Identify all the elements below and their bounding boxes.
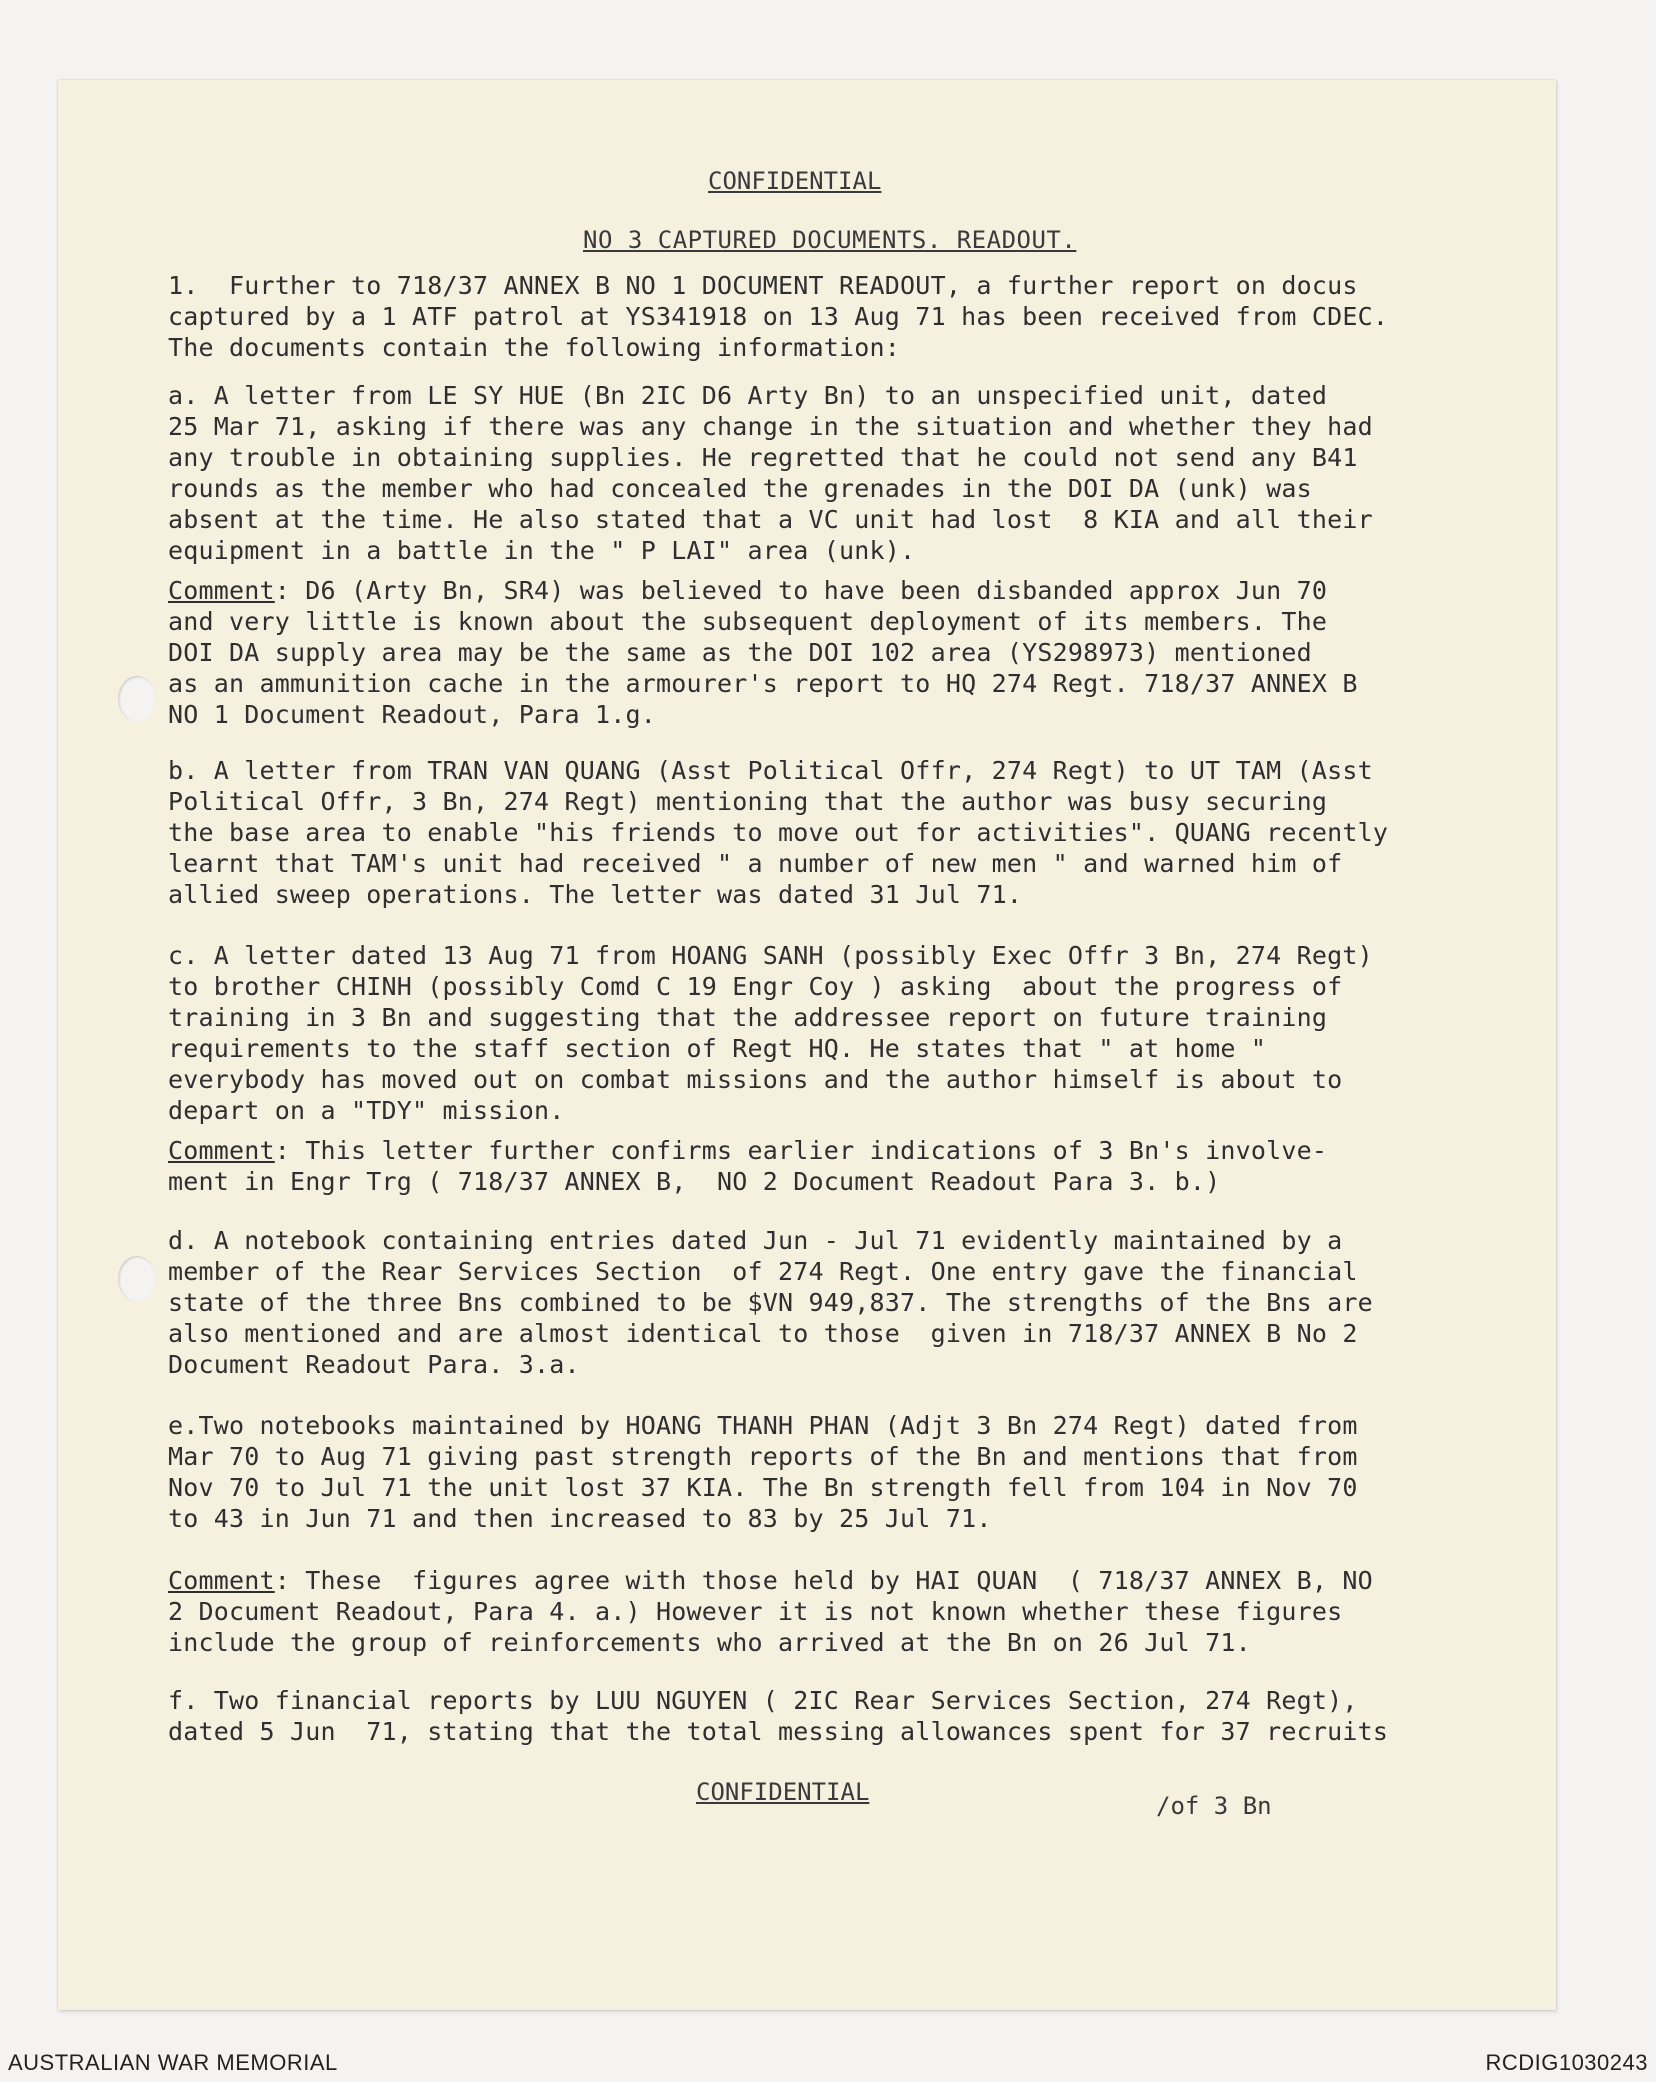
text-line: 1. Further to 718/37 ANNEX B NO 1 DOCUMENT READOUT, a further report on docus — [168, 271, 1358, 300]
text-line: captured by a 1 ATF patrol at YS341918 on 13 Aug 71 has been received from CDEC. — [168, 302, 1389, 331]
punch-hole-lower — [118, 1256, 156, 1302]
paragraph-a — [168, 380, 1373, 566]
text-line: to brother CHINH (possibly Comd C 19 Engr Coy ) asking about the progress of — [168, 972, 1343, 1001]
text-line: also mentioned and are almost identical to those given in 718/37 ANNEX B No 2 — [168, 1319, 1358, 1348]
text-line: b. A letter from TRAN VAN QUANG (Asst Political Offr, 274 Regt) to UT TAM (Asst — [168, 756, 1373, 785]
text-line: absent at the time. He also stated that a VC unit had lost 8 KIA and all their — [168, 505, 1373, 534]
comment-1 — [168, 575, 1358, 730]
text-line: requirements to the staff section of Regt HQ. He states that " at home " — [168, 1034, 1267, 1063]
text-line: f. Two financial reports by LUU NGUYEN ( 2IC Rear Services Section, 274 Regt), — [168, 1686, 1358, 1715]
comment-label: Comment — [168, 576, 275, 605]
text-line: dated 5 Jun 71, stating that the total messing allowances spent for 37 recruits — [168, 1717, 1389, 1746]
text-line: state of the three Bns combined to be $VN 949,837. The strengths of the Bns are — [168, 1288, 1373, 1317]
text-line: e.Two notebooks maintained by HOANG THANH PHAN (Adjt 3 Bn 274 Regt) dated from — [168, 1411, 1358, 1440]
text-line: c. A letter dated 13 Aug 71 from HOANG SANH (possibly Exec Offr 3 Bn, 274 Regt) — [168, 941, 1373, 970]
text-line: to 43 in Jun 71 and then increased to 83 by 25 Jul 71. — [168, 1504, 992, 1533]
text-line: allied sweep operations. The letter was dated 31 Jul 71. — [168, 880, 1023, 909]
paragraph-e — [168, 1410, 1358, 1534]
text-line: and very little is known about the subsequent deployment of its members. The — [168, 607, 1328, 636]
text-line — [168, 1565, 1373, 1596]
text-line: member of the Rear Services Section of 274 Regt. One entry gave the financial — [168, 1257, 1358, 1286]
document-title: NO 3 CAPTURED DOCUMENTS. READOUT. — [583, 226, 1077, 254]
text-line: Political Offr, 3 Bn, 274 Regt) mentioning that the author was busy securing — [168, 787, 1328, 816]
text-line: rounds as the member who had concealed the grenades in the DOI DA (unk) was — [168, 474, 1312, 503]
comment-text: : D6 (Arty Bn, SR4) was believed to have been disbanded approx Jun 70 — [274, 576, 1328, 605]
text-line — [168, 1135, 1327, 1166]
text-line: learnt that TAM's unit had received " a number of new men " and warned him of — [168, 849, 1343, 878]
text-line: as an ammunition cache in the armourer's report to HQ 274 Regt. 718/37 ANNEX B — [168, 669, 1358, 698]
text-line: DOI DA supply area may be the same as the DOI 102 area (YS298973) mentioned — [168, 638, 1312, 667]
punch-hole-upper — [118, 676, 156, 722]
text-line: NO 1 Document Readout, Para 1.g. — [168, 700, 657, 729]
text-line: d. A notebook containing entries dated Jun - Jul 71 evidently maintained by a — [168, 1226, 1343, 1255]
text-line: Mar 70 to Aug 71 giving past strength reports of the Bn and mentions that from — [168, 1442, 1358, 1471]
text-line: 2 Document Readout, Para 4. a.) However it is not known whether these figures — [168, 1597, 1343, 1626]
text-line: any trouble in obtaining supplies. He regretted that he could not send any B41 — [168, 443, 1358, 472]
comment-text: : These figures agree with those held by HAI QUAN ( 718/37 ANNEX B, NO — [274, 1566, 1373, 1595]
text-line: depart on a "TDY" mission. — [168, 1096, 565, 1125]
text-line: a. A letter from LE SY HUE (Bn 2IC D6 Arty Bn) to an unspecified unit, dated — [168, 381, 1328, 410]
comment-text: : This letter further confirms earlier indications of 3 Bn's involve- — [274, 1136, 1328, 1165]
paragraph-f — [168, 1685, 1388, 1747]
text-line: ment in Engr Trg ( 718/37 ANNEX B, NO 2 Document Readout Para 3. b.) — [168, 1167, 1221, 1196]
paragraph-1 — [168, 270, 1388, 363]
text-line: Nov 70 to Jul 71 the unit lost 37 KIA. The Bn strength fell from 104 in Nov 70 — [168, 1473, 1358, 1502]
comment-3 — [168, 1565, 1373, 1658]
text-line: include the group of reinforcements who arrived at the Bn on 26 Jul 71. — [168, 1628, 1251, 1657]
comment-2 — [168, 1135, 1327, 1197]
text-line: the base area to enable "his friends to move out for activities". QUANG recently — [168, 818, 1389, 847]
text-line: training in 3 Bn and suggesting that the addressee report on future training — [168, 1003, 1328, 1032]
text-line: everybody has moved out on combat missions and the author himself is about to — [168, 1065, 1343, 1094]
comment-label: Comment — [168, 1566, 275, 1595]
paragraph-c — [168, 940, 1373, 1126]
continuation-note: /of 3 Bn — [1156, 1792, 1272, 1820]
text-line — [168, 575, 1358, 606]
classification-footer: CONFIDENTIAL — [696, 1778, 870, 1806]
archive-name: AUSTRALIAN WAR MEMORIAL — [8, 2050, 338, 2075]
text-line: equipment in a battle in the " P LAI" area (unk). — [168, 536, 916, 565]
classification-header: CONFIDENTIAL — [708, 167, 882, 195]
comment-label: Comment — [168, 1136, 275, 1165]
archive-reference: RCDIG1030243 — [1485, 2050, 1648, 2075]
text-line: 25 Mar 71, asking if there was any change in the situation and whether they had — [168, 412, 1373, 441]
paragraph-b — [168, 755, 1388, 910]
text-line: The documents contain the following information: — [168, 333, 901, 362]
document-page — [58, 80, 1556, 2010]
text-line: Document Readout Para. 3.a. — [168, 1350, 580, 1379]
paragraph-d — [168, 1225, 1373, 1380]
